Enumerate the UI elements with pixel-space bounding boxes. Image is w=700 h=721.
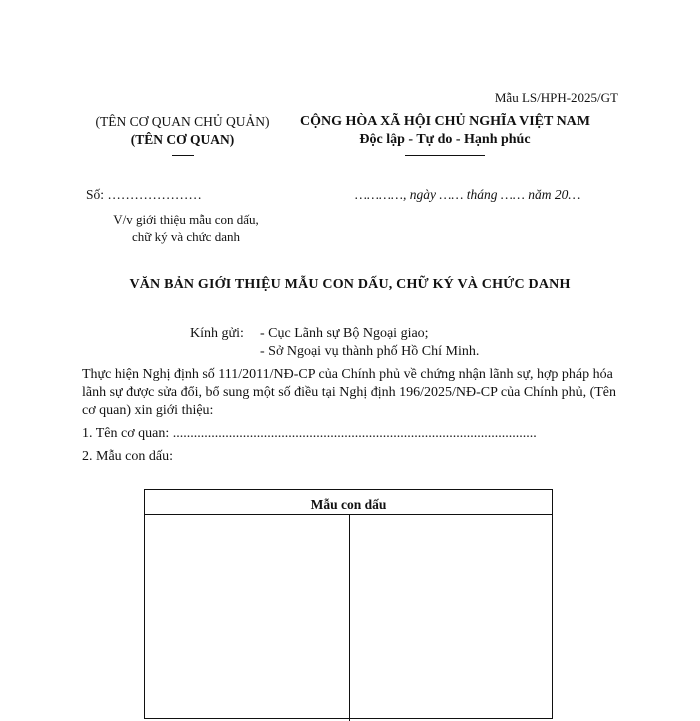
stamp-cell-left <box>145 515 350 721</box>
stamp-table-header: Mẫu con dấu <box>145 490 552 515</box>
recipients-label: Kính gửi: <box>190 326 244 341</box>
document-number: Số: ………………… <box>86 187 202 202</box>
subject-line-2: chữ ký và chức danh <box>132 229 240 244</box>
recipients <box>190 325 479 361</box>
recipient-1: - Cục Lãnh sự Bộ Ngoại giao; <box>260 326 429 341</box>
agency-name: (TÊN CƠ QUAN) <box>130 132 235 147</box>
agency-name-field: 1. Tên cơ quan: ........................................................................................................ <box>82 426 537 441</box>
agency-header <box>95 113 270 156</box>
parent-agency-name: (TÊN CƠ QUAN CHỦ QUẢN) <box>95 114 270 129</box>
stamp-table-body <box>145 515 552 721</box>
country-name: CỘNG HÒA XÃ HỘI CHỦ NGHĨA VIỆT NAM <box>299 114 590 129</box>
stamp-sample-heading: 2. Mẫu con dấu: <box>82 449 173 464</box>
place-date: …………, ngày …… tháng …… năm 20… <box>355 187 581 202</box>
document-title: VĂN BẢN GIỚI THIỆU MẪU CON DẤU, CHỮ KÝ VÀ CHỨC DANH <box>129 277 571 292</box>
recipient-2: - Sở Ngoại vụ thành phố Hồ Chí Minh. <box>260 344 480 359</box>
intro-paragraph: Thực hiện Nghị định số 111/2011/NĐ-CP của Chính phủ về chứng nhận lãnh sự, hợp pháp hóa lãnh sự được sửa đổi, bổ sung một số điều tại Nghị định 196/2025/NĐ-CP của Chính phủ, (Tên cơ quan) xin giới thiệu: <box>82 367 616 418</box>
document-subject <box>86 211 286 245</box>
national-motto: Độc lập - Tự do - Hạnh phúc <box>359 132 531 147</box>
national-header <box>280 113 610 156</box>
motto-underline <box>405 155 485 156</box>
stamp-sample-table <box>144 489 553 719</box>
form-code: Mẫu LS/HPH-2025/GT <box>494 90 618 105</box>
subject-line-1: V/v giới thiệu mẫu con dấu, <box>113 212 259 227</box>
agency-underline <box>172 155 194 156</box>
stamp-cell-right <box>350 515 552 721</box>
